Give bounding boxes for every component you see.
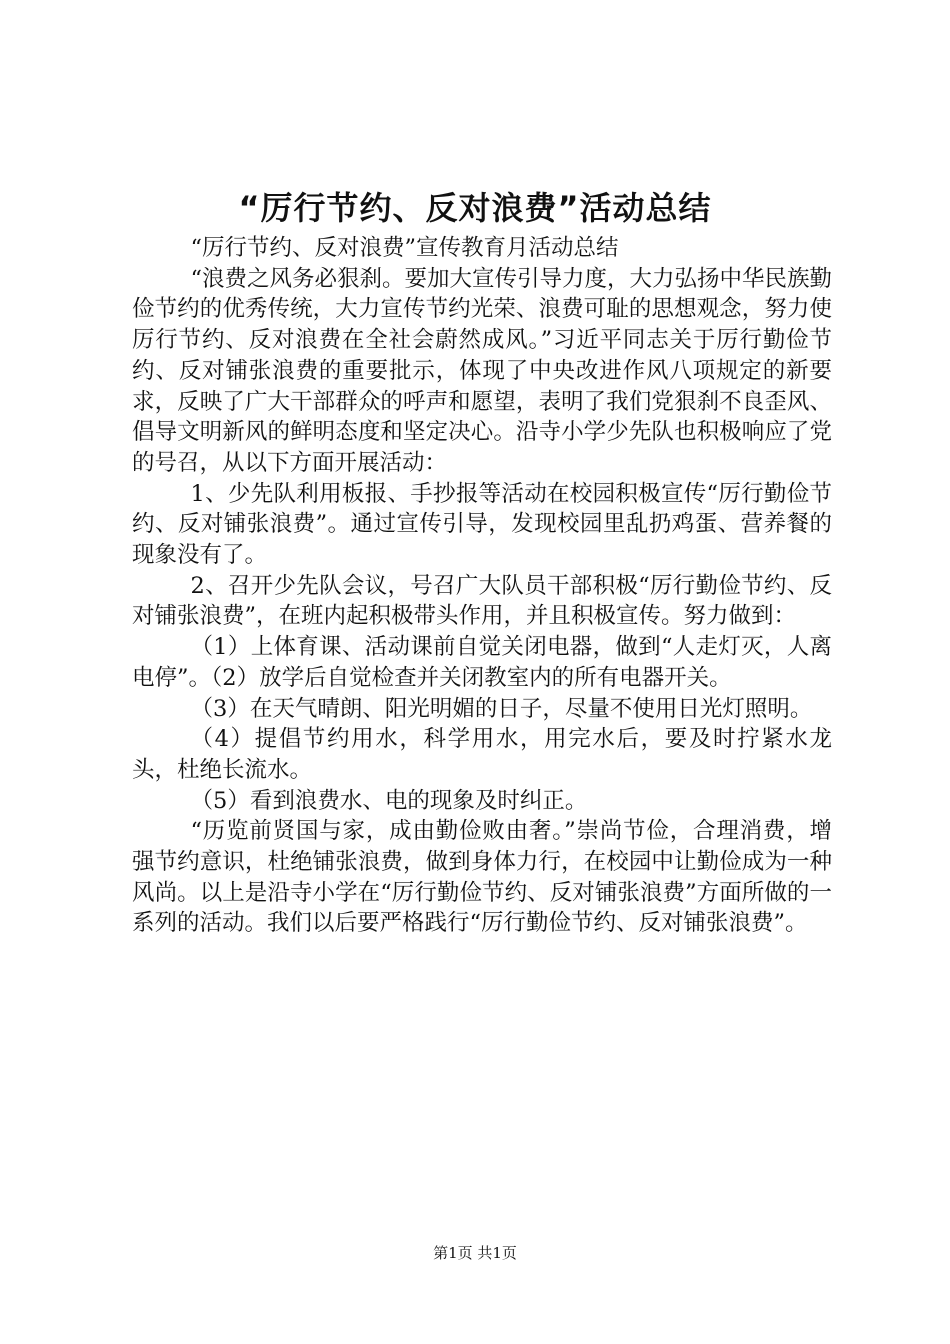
item-2-paragraph: 2、召开少先队会议，号召广大队员干部积极“厉行勤俭节约、反对铺张浪费”，在班内起积极带头作用，并且积极宣传。努力做到： — [132, 572, 832, 630]
item-1-paragraph: 1、少先队利用板报、手抄报等活动在校园积极宣传“厉行勤俭节约、反对铺张浪费”。通过宣传引导，发现校园里乱扔鸡蛋、营养餐的现象没有了。 — [132, 480, 832, 569]
subitem-3-paragraph: （3）在天气晴朗、阳光明媚的日子，尽量不使用日光灯照明。 — [190, 695, 813, 722]
page-footer: 第1页 共1页 — [433, 1244, 517, 1262]
subitem-1-2-paragraph: （1）上体育课、活动课前自觉关闭电器，做到“人走灯灭，人离电停”。（2）放学后自觉检查并关闭教室内的所有电器开关。 — [132, 634, 832, 691]
document-title: “厉行节约、反对浪费”活动总结 — [238, 189, 712, 227]
intro-paragraph: “浪费之风务必狠刹。要加大宣传引导力度，大力弘扬中华民族勤俭节约的优秀传统，大力宣传节约光荣、浪费可耻的思想观念，努力使厉行节约、反对浪费在全社会蔚然成风。”习近平同志关于厉行勤俭节约、反对铺张浪费的重要批示，体现了中央改进作风八项规定的新要求，反映了广大干部群众的呼声和愿望，表明了我们党狠刹不良歪风、倡导文明新风的鲜明态度和坚定决心。沿寺小学少先队也积极响应了党的号召，从以下方面开展活动： — [132, 265, 833, 476]
subitem-4-paragraph: （4）提倡节约用水，科学用水，用完水后，要及时拧紧水龙头，杜绝长流水。 — [132, 726, 832, 783]
conclusion-paragraph: “历览前贤国与家，成由勤俭败由奢。”崇尚节俭，合理消费，增强节约意识，杜绝铺张浪费，做到身体力行，在校园中让勤俭成为一种风尚。以上是沿寺小学在“厉行勤俭节约、反对铺张浪费”方面所做的一系列的活动。我们以后要严格践行“厉行勤俭节约、反对铺张浪费”。 — [132, 818, 832, 937]
document-body — [132, 233, 832, 939]
subtitle-paragraph: “厉行节约、反对浪费”宣传教育月活动总结 — [190, 235, 619, 261]
subitem-5-paragraph: （5）看到浪费水、电的现象及时纠正。 — [190, 787, 588, 814]
